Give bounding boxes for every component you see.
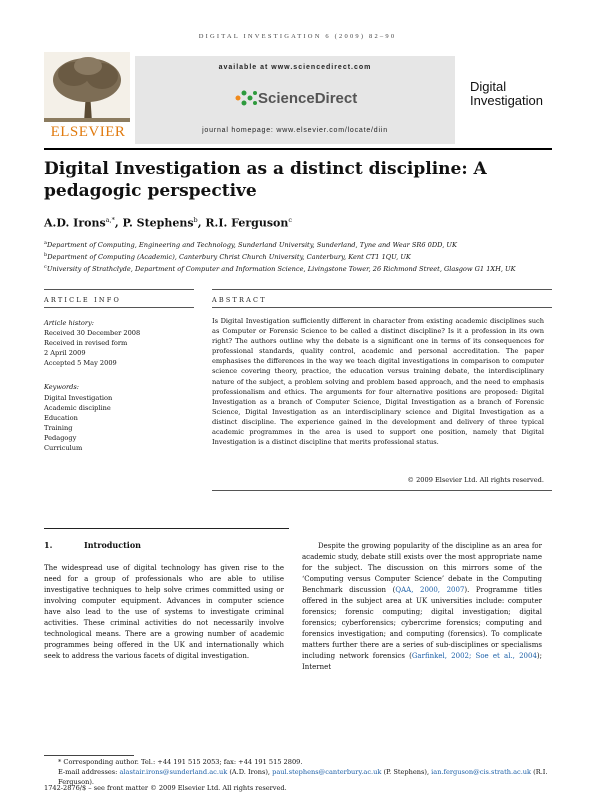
intro-right-column <box>302 541 542 673</box>
affiliation-sup: a <box>44 240 47 246</box>
intro-left-column: The widespread use of digital technology has given rise to the need for a group of professionals who are able to utilise investigative techniques to help solve crimes committed using or involving computer equipment. Advances in computer science have also lead to the use of systems to investigate criminal activities. These criminal activities do not necessarily involve technological means. There are a growing number of academic programmes being offered in the UK and internationally which seek to address the various facets of digital investigation. <box>44 564 284 660</box>
intro-right-text: ); Internet <box>302 652 542 671</box>
affiliation <box>44 262 564 274</box>
affiliation-sup: b <box>44 252 48 258</box>
keyword: Training <box>44 423 73 432</box>
author-name: P. Stephens <box>122 216 194 230</box>
affiliation <box>44 250 564 262</box>
issn-line: 1742-2876/$ – see front matter © 2009 Elsevier Ltd. All rights reserved. <box>44 784 287 792</box>
author-name: A.D. Irons <box>44 216 106 230</box>
email-owner: (R.I. Ferguson). <box>58 768 548 786</box>
keyword: Curriculum <box>44 444 83 453</box>
header-rule <box>44 148 552 150</box>
article-title: Digital Investigation as a distinct discipline: A pedagogic perspective <box>44 159 487 201</box>
keywords-label: Keywords: <box>44 383 79 392</box>
email-link[interactable]: paul.stephens@canterbury.ac.uk <box>272 768 382 776</box>
intro-right-text: Despite the growing popularity of the discipline as an area for academic study, debate still exists over the most appropriate name for the subject. The discussion on this mirrors some of the ‘Computing versus Computer Science’ debate in the Computing Benchmark discussion ( <box>302 542 542 594</box>
history-line: 2 April 2009 <box>44 349 86 358</box>
email-link[interactable]: alastair.irons@sunderland.ac.uk <box>119 768 228 776</box>
article-info <box>44 318 194 453</box>
affiliation-text: Department of Computing (Academic), Canterbury Christ Church University, Canterbury, Kent CT1 1QU, UK <box>47 253 411 262</box>
email-label: E-mail addresses: <box>58 768 120 776</box>
available-at-text: available at www.sciencedirect.com <box>218 64 372 71</box>
keyword: Pedagogy <box>44 433 77 442</box>
article-info-rule-top <box>44 289 194 290</box>
journal-logo-line-1: Digital <box>470 79 507 94</box>
footnote-rule <box>44 755 134 756</box>
abstract-heading: ABSTRACT <box>212 296 267 304</box>
intro-rule <box>44 528 289 529</box>
email-owner: (A.D. Irons), <box>227 768 273 776</box>
corresponding-footnote: * Corresponding author. Tel.: +44 191 515 2053; fax: +44 191 515 2809. <box>58 758 303 766</box>
history-label: Article history: <box>44 319 94 327</box>
journal-logo <box>470 80 543 108</box>
abstract-rule-top <box>212 289 552 290</box>
journal-logo-line-2: Investigation <box>470 93 543 108</box>
history-line: Received 30 December 2008 <box>44 329 141 338</box>
abstract-rule-mid <box>212 307 552 308</box>
history-line: Received in revised form <box>44 339 128 348</box>
sciencedirect-icon <box>234 88 258 108</box>
running-head: DIGITAL INVESTIGATION 6 (2009) 82–90 <box>198 33 397 40</box>
section-title: Introduction <box>84 540 141 550</box>
email-owner: (P. Stephens), <box>381 768 432 776</box>
keyword: Education <box>44 413 78 422</box>
section-heading-introduction <box>44 540 141 550</box>
section-number: 1. <box>44 540 53 550</box>
affiliation-text: University of Strathclyde, Department of Computer and Information Science, Livingstone Tower, 26 Richmond Street, Glasgow G1 1XH, UK <box>46 265 516 274</box>
citation-link[interactable]: QAA, 2000, 2007 <box>395 586 465 594</box>
abstract-rule-bottom <box>212 490 552 491</box>
email-link[interactable]: ian.ferguson@cis.strath.ac.uk <box>431 768 532 776</box>
abstract-text: Is Digital Investigation sufficiently different in character from existing academic disciplines such as Computer or Forensic Science to be called a distinct discipline? Is it a profession in its own right? The authors outline why the debate is a significant one in terms of its consequences for professional standards, quality control, academic and personal accreditation. The paper emphasises the differences in the way we teach digital investigations in comparison to computer science covering theory, practice, the education versus training debate, the interdisciplinary nature of the subject, a problem solving and problem based approach, and the need to emphasis professionalism and ethics. The arguments for four alternative positions are proposed: Digital Investigation as a branch of Computer Science, Digital Investigation as a branch of Forensic Science, Digital Investigation as an interdisciplinary science and Digital Investigation as a distinct discipline. The experience gained in the development and delivery of three typical academic programmes in the area is used to support one position, namely that Digital Investigation is a distinct discipline that merits professional status. <box>212 317 544 447</box>
author-name: R.I. Ferguson <box>205 216 289 230</box>
author-sup[interactable]: c <box>288 216 293 224</box>
sciencedirect-name: ScienceDirect <box>258 90 358 107</box>
publisher-wordmark: ELSEVIER <box>50 124 126 140</box>
affiliation-text: Department of Computing, Engineering and Technology, Sunderland University, Sunderland, Tyne and Wear SR6 0DD, UK <box>46 241 457 250</box>
abstract-copyright: © 2009 Elsevier Ltd. All rights reserved. <box>407 476 544 484</box>
author-sup[interactable]: a,* <box>105 216 115 224</box>
affiliation <box>44 238 564 250</box>
article-info-heading: ARTICLE INFO <box>44 296 121 304</box>
affiliation-sup: c <box>44 264 47 270</box>
history-line: Accepted 5 May 2009 <box>44 359 117 368</box>
keyword: Digital Investigation <box>44 393 113 402</box>
journal-homepage-link[interactable]: journal homepage: www.elsevier.com/locate/diin <box>202 127 388 134</box>
author-list: A.D. Irons$^{a,*}$, P. Stephens$^b$, R.I. Ferguson$^c$ <box>44 216 293 230</box>
article-info-rule-bottom <box>44 307 194 308</box>
author-sup[interactable]: b <box>193 216 198 224</box>
intro-right-text: ). Programme titles offered in the subject area at UK universities include: computer forensics; forensic computing; digital investigation; digital forensics; cyberforensics; cybercrime forensics; computing and forensics investigation; and computing (forensics). To complicate matters further there are a series of sub-disciplines or specialisms including network forensics ( <box>302 586 542 660</box>
citation-link[interactable]: Garfinkel, 2002; Soe et al., 2004 <box>411 652 537 660</box>
keyword: Academic discipline <box>44 403 111 412</box>
